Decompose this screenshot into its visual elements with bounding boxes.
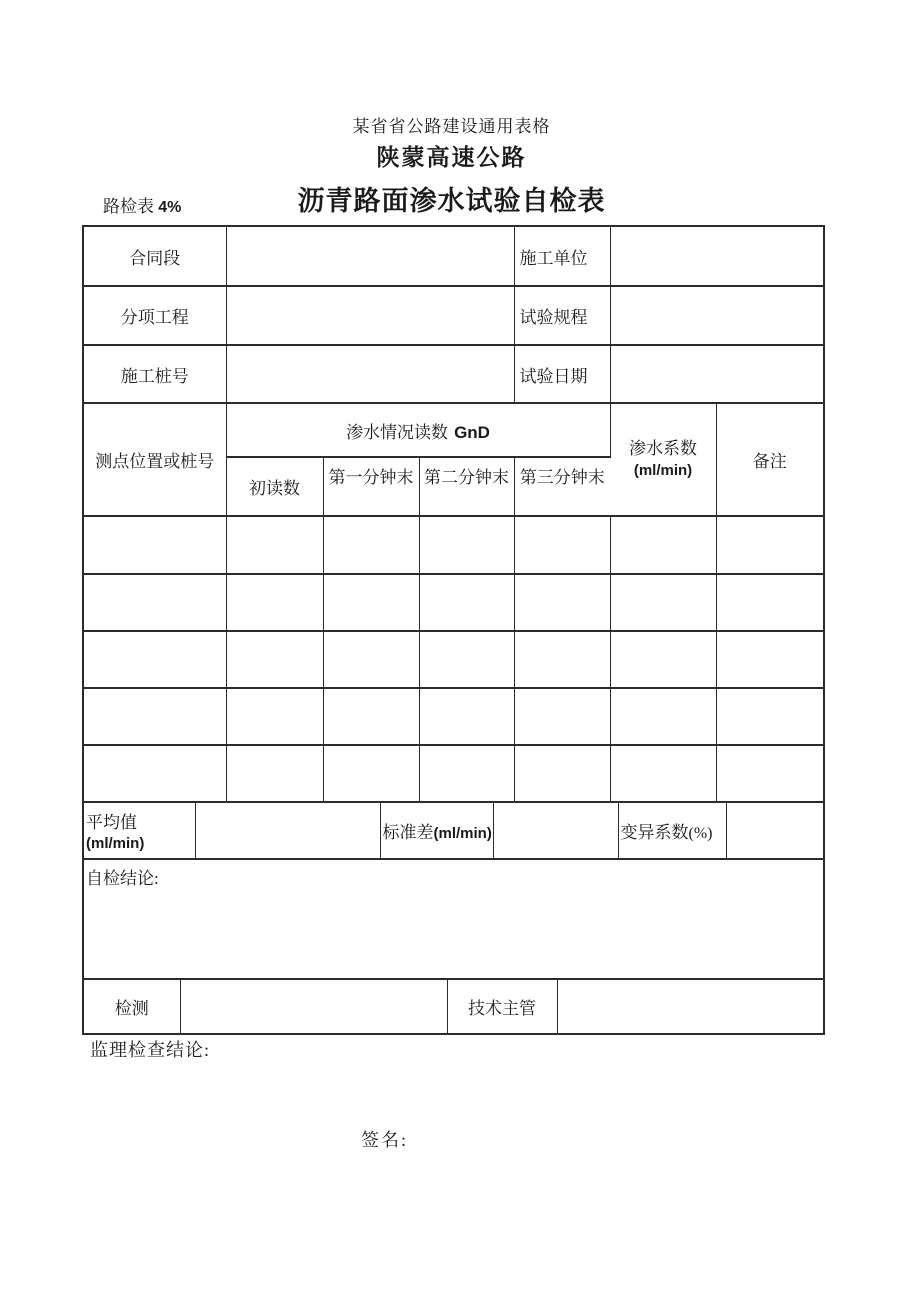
measure-data-table bbox=[84, 517, 823, 803]
construction-unit-label: 施工单位 bbox=[514, 227, 610, 286]
data-cell[interactable] bbox=[514, 517, 610, 574]
measure-header-table bbox=[84, 404, 823, 517]
stddev-label bbox=[380, 803, 493, 859]
data-cell[interactable] bbox=[514, 688, 610, 745]
form-code-text: 路检表 bbox=[103, 197, 154, 216]
info-row bbox=[84, 227, 823, 286]
initial-reading-header: 初读数 bbox=[226, 457, 323, 516]
permeability-coeff-header bbox=[610, 404, 716, 516]
test-date-value[interactable] bbox=[610, 345, 823, 403]
sign-table bbox=[84, 980, 823, 1033]
data-cell[interactable] bbox=[84, 688, 226, 745]
data-row bbox=[84, 517, 823, 574]
test-date-label: 试验日期 bbox=[514, 345, 610, 403]
info-row bbox=[84, 345, 823, 403]
construction-unit-value[interactable] bbox=[610, 227, 823, 286]
self-check-conclusion-label: 自检结论: bbox=[86, 869, 159, 888]
readings-group-label: 渗水情况读数 bbox=[346, 422, 449, 442]
data-row bbox=[84, 688, 823, 745]
average-unit: (ml/min) bbox=[86, 835, 145, 852]
cv-label bbox=[618, 803, 726, 859]
data-cell[interactable] bbox=[514, 745, 610, 802]
conclusion-table bbox=[84, 860, 823, 980]
data-row bbox=[84, 745, 823, 802]
data-cell[interactable] bbox=[716, 688, 823, 745]
stddev-unit: (ml/min) bbox=[433, 825, 492, 842]
contract-section-label: 合同段 bbox=[84, 227, 226, 286]
stddev-label-text: 标准差 bbox=[382, 823, 434, 842]
signature-label: 签名: bbox=[361, 1130, 409, 1150]
point-location-header: 测点位置或桩号 bbox=[84, 404, 226, 516]
data-cell[interactable] bbox=[84, 574, 226, 631]
stats-table bbox=[84, 803, 823, 860]
contract-section-value[interactable] bbox=[226, 227, 514, 286]
data-cell[interactable] bbox=[610, 745, 716, 802]
data-cell[interactable] bbox=[323, 631, 419, 688]
data-cell[interactable] bbox=[419, 688, 514, 745]
data-cell[interactable] bbox=[610, 574, 716, 631]
average-value[interactable] bbox=[195, 803, 380, 859]
data-cell[interactable] bbox=[84, 745, 226, 802]
minute1-header: 第一分钟末 bbox=[323, 457, 419, 516]
data-cell[interactable] bbox=[716, 631, 823, 688]
data-cell[interactable] bbox=[226, 517, 323, 574]
data-cell[interactable] bbox=[323, 688, 419, 745]
minute3-header: 第三分钟末 bbox=[514, 457, 610, 516]
average-label-text: 平均值 bbox=[86, 813, 137, 832]
cv-label-text: 变异系数 bbox=[620, 823, 689, 842]
tech-supervisor-value[interactable] bbox=[557, 980, 823, 1033]
data-cell[interactable] bbox=[610, 688, 716, 745]
data-cell[interactable] bbox=[419, 631, 514, 688]
minute2-header: 第二分钟末 bbox=[419, 457, 514, 516]
data-cell[interactable] bbox=[323, 745, 419, 802]
stddev-value[interactable] bbox=[493, 803, 618, 859]
data-cell[interactable] bbox=[323, 517, 419, 574]
data-cell[interactable] bbox=[226, 688, 323, 745]
form-tables bbox=[82, 225, 825, 1035]
data-cell[interactable] bbox=[514, 631, 610, 688]
data-cell[interactable] bbox=[419, 517, 514, 574]
data-cell[interactable] bbox=[419, 574, 514, 631]
data-cell[interactable] bbox=[716, 517, 823, 574]
data-cell[interactable] bbox=[323, 574, 419, 631]
header-project-line: 陕蒙高速公路 bbox=[376, 144, 527, 170]
data-cell[interactable] bbox=[226, 745, 323, 802]
remark-header: 备注 bbox=[716, 404, 823, 516]
tester-value[interactable] bbox=[180, 980, 447, 1033]
readings-group-header bbox=[226, 404, 610, 457]
cv-value[interactable] bbox=[726, 803, 823, 859]
average-label bbox=[84, 803, 195, 859]
cv-unit: (%) bbox=[688, 825, 713, 842]
info-table bbox=[84, 227, 823, 404]
tech-supervisor-label: 技术主管 bbox=[447, 980, 557, 1033]
conclusion-row bbox=[84, 860, 823, 979]
data-cell[interactable] bbox=[716, 574, 823, 631]
data-cell[interactable] bbox=[514, 574, 610, 631]
stats-row bbox=[84, 803, 823, 859]
tester-label: 检测 bbox=[84, 980, 180, 1033]
data-cell[interactable] bbox=[226, 574, 323, 631]
data-cell[interactable] bbox=[226, 631, 323, 688]
permeability-coeff-label: 渗水系数 bbox=[629, 438, 698, 458]
test-procedure-value[interactable] bbox=[610, 286, 823, 345]
subproject-label: 分项工程 bbox=[84, 286, 226, 345]
stake-number-label: 施工桩号 bbox=[84, 345, 226, 403]
data-cell[interactable] bbox=[419, 745, 514, 802]
self-check-conclusion-cell[interactable] bbox=[84, 860, 823, 979]
stake-number-value[interactable] bbox=[226, 345, 514, 403]
info-row bbox=[84, 286, 823, 345]
data-row bbox=[84, 631, 823, 688]
header-org-line: 某省省公路建设通用表格 bbox=[352, 117, 551, 136]
data-cell[interactable] bbox=[716, 745, 823, 802]
data-cell[interactable] bbox=[84, 517, 226, 574]
page-title: 沥青路面渗水试验自检表 bbox=[297, 186, 606, 216]
readings-group-suffix: GnD bbox=[454, 422, 490, 442]
subproject-value[interactable] bbox=[226, 286, 514, 345]
data-cell[interactable] bbox=[610, 517, 716, 574]
test-procedure-label: 试验规程 bbox=[514, 286, 610, 345]
measure-header-row-1 bbox=[84, 404, 823, 457]
data-row bbox=[84, 574, 823, 631]
data-cell[interactable] bbox=[84, 631, 226, 688]
data-cell[interactable] bbox=[610, 631, 716, 688]
supervision-conclusion-label: 监理检查结论: bbox=[90, 1040, 211, 1060]
permeability-coeff-unit: (ml/min) bbox=[633, 461, 693, 479]
form-code-percent: 4% bbox=[158, 199, 182, 216]
sign-row bbox=[84, 980, 823, 1033]
